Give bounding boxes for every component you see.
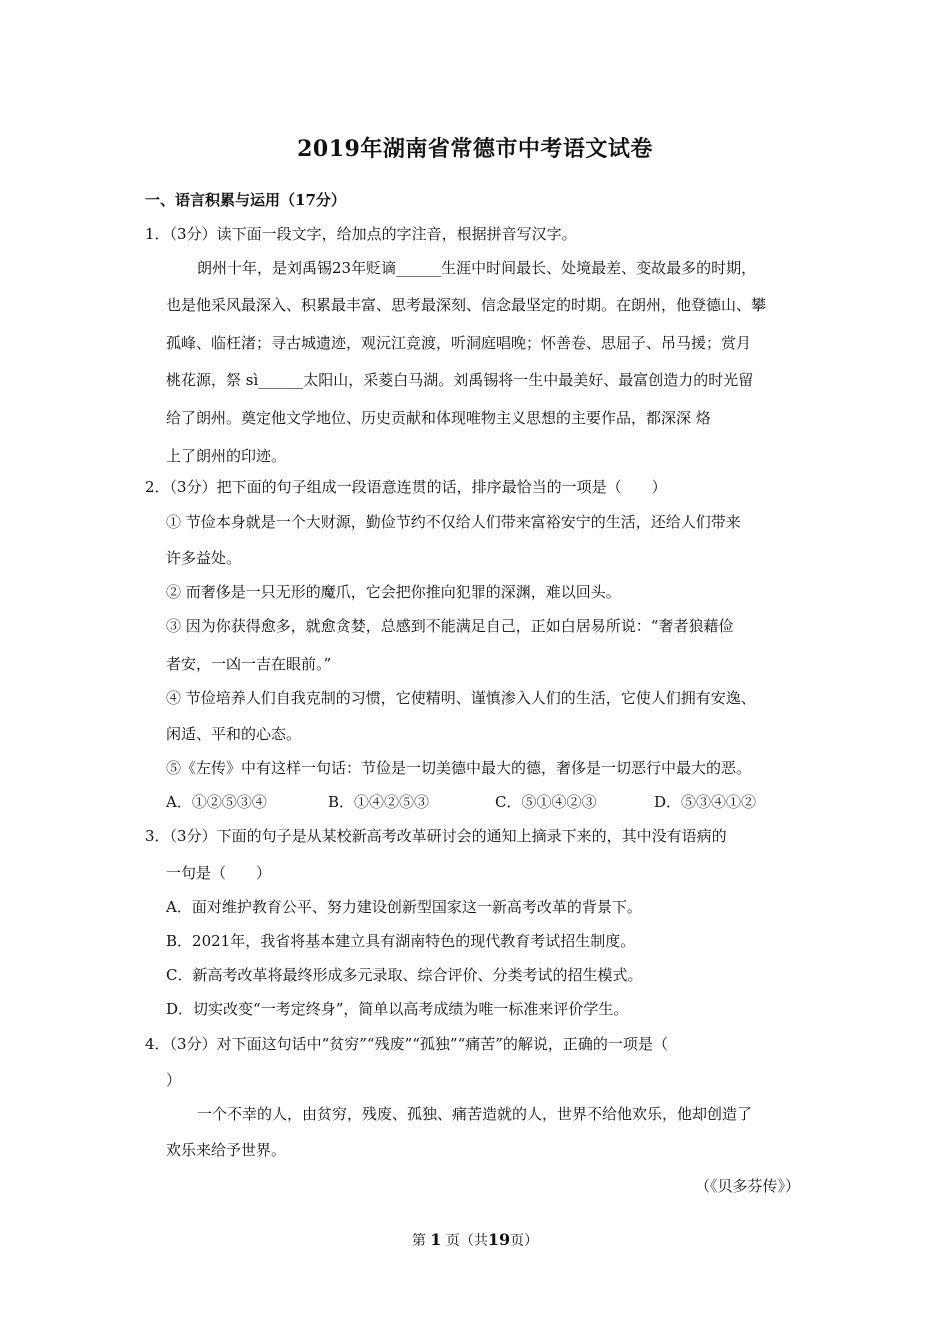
question-3-stem: 3．（3分）下面的句子是从某校新高考改革研讨会的通知上摘录下来的，其中没有语病的	[145, 827, 727, 845]
question-1-stem: 1．（3分）读下面一段文字，给加点的字注音，根据拼音写汉字。	[145, 225, 577, 243]
footer-middle: 页（共	[445, 1233, 488, 1249]
q2-option-b: B．①④②⑤③	[328, 793, 430, 811]
q2-option-c: C．⑤①④②③	[495, 793, 597, 811]
q1-passage-line: 孤峰、临枉渚；寻古城遗迹，观沅江竞渡，听洞庭唱晚；怀善卷、思屈子、吊马援；赏月	[166, 334, 752, 352]
q2-sentence-line: ③ 因为你获得愈多，就愈贪婪，总感到不能满足自己，正如白居易所说：“奢者狼藉俭	[166, 617, 734, 635]
q1-passage-line: 给了朗州。奠定他文学地位、历史贡献和体现唯物主义思想的主要作品，都深深 烙	[166, 409, 711, 427]
q2-sentence-line: ① 节俭本身就是一个大财源，勤俭节约不仅给人们带来富裕安宁的生活，还给人们带来	[166, 513, 741, 531]
total-page-number: 19	[487, 1230, 511, 1249]
question-3-stem-cont: 一句是（ ）	[166, 864, 272, 882]
q2-sentence-line: ⑤《左传》中有这样一句话：节俭是一切美德中最大的德，奢侈是一切恶行中最大的恶。	[166, 759, 752, 777]
q2-sentence-line: 闲适、平和的心态。	[166, 725, 302, 743]
q4-quote-line: 欢乐来给予世界。	[166, 1141, 287, 1159]
q1-passage-line: 上了朗州的印迹。	[166, 447, 287, 465]
q3-option-d: D．切实改变“一考定终身”，简单以高考成绩为唯一标准来评价学生。	[166, 1000, 629, 1018]
q4-quote-source: （《贝多芬传》）	[694, 1177, 800, 1195]
q4-quote-line: 一个不幸的人，由贫穷，残废、孤独、痛苦造就的人，世界不给他欢乐，他却创造了	[197, 1105, 753, 1123]
footer-suffix: 页）	[510, 1233, 539, 1249]
section-heading: 一、语言积累与运用（17分）	[145, 191, 346, 209]
q1-passage-line: 也是他采风最深入、积累最丰富、思考最深刻、信念最坚定的时期。在朗州，他登德山、攀	[166, 296, 767, 314]
q2-option-a: A．①②⑤③④	[166, 793, 267, 811]
current-page-number: 1	[430, 1230, 442, 1249]
question-4-stem: 4．（3分）对下面这句话中“贫穷”“残废”“孤独”“痛苦”的解说，正确的一项是（	[145, 1035, 668, 1053]
q3-option-c: C．新高考改革将最终形成多元录取、综合评价、分类考试的招生模式。	[166, 966, 643, 984]
page-footer	[0, 1230, 950, 1250]
q2-sentence-line: 许多益处。	[166, 549, 242, 567]
q1-passage-line: 朗州十年，是刘禹锡23年贬谪______生涯中时间最长、处境最差、变故最多的时期，	[197, 259, 757, 277]
q2-option-d: D．⑤③④①②	[654, 793, 757, 811]
q3-option-a: A．面对维护教育公平、努力建设创新型国家这一新高考改革的背景下。	[166, 898, 642, 916]
q1-passage-line: 桃花源，祭 sì______太阳山，采菱白马湖。刘禹锡将一生中最美好、最富创造力的时光留	[166, 371, 754, 389]
page-title: 2019年湖南省常德市中考语文试卷	[297, 136, 653, 162]
q2-sentence-line: 者安，一凶一吉在眼前。”	[166, 655, 332, 673]
q3-option-b: B．2021年，我省将基本建立具有湖南特色的现代教育考试招生制度。	[166, 932, 636, 950]
q2-sentence-line: ② 而奢侈是一只无形的魔爪，它会把你推向犯罪的深渊，难以回头。	[166, 583, 621, 601]
question-2-stem: 2．（3分）把下面的句子组成一段语意连贯的话，排序最恰当的一项是（ ）	[145, 478, 667, 496]
footer-prefix: 第	[411, 1233, 426, 1249]
question-4-stem-cont: ）	[166, 1071, 182, 1089]
q2-sentence-line: ④ 节俭培养人们自我克制的习惯，它使精明、谨慎渗入人们的生活，它使人们拥有安逸、	[166, 689, 756, 707]
